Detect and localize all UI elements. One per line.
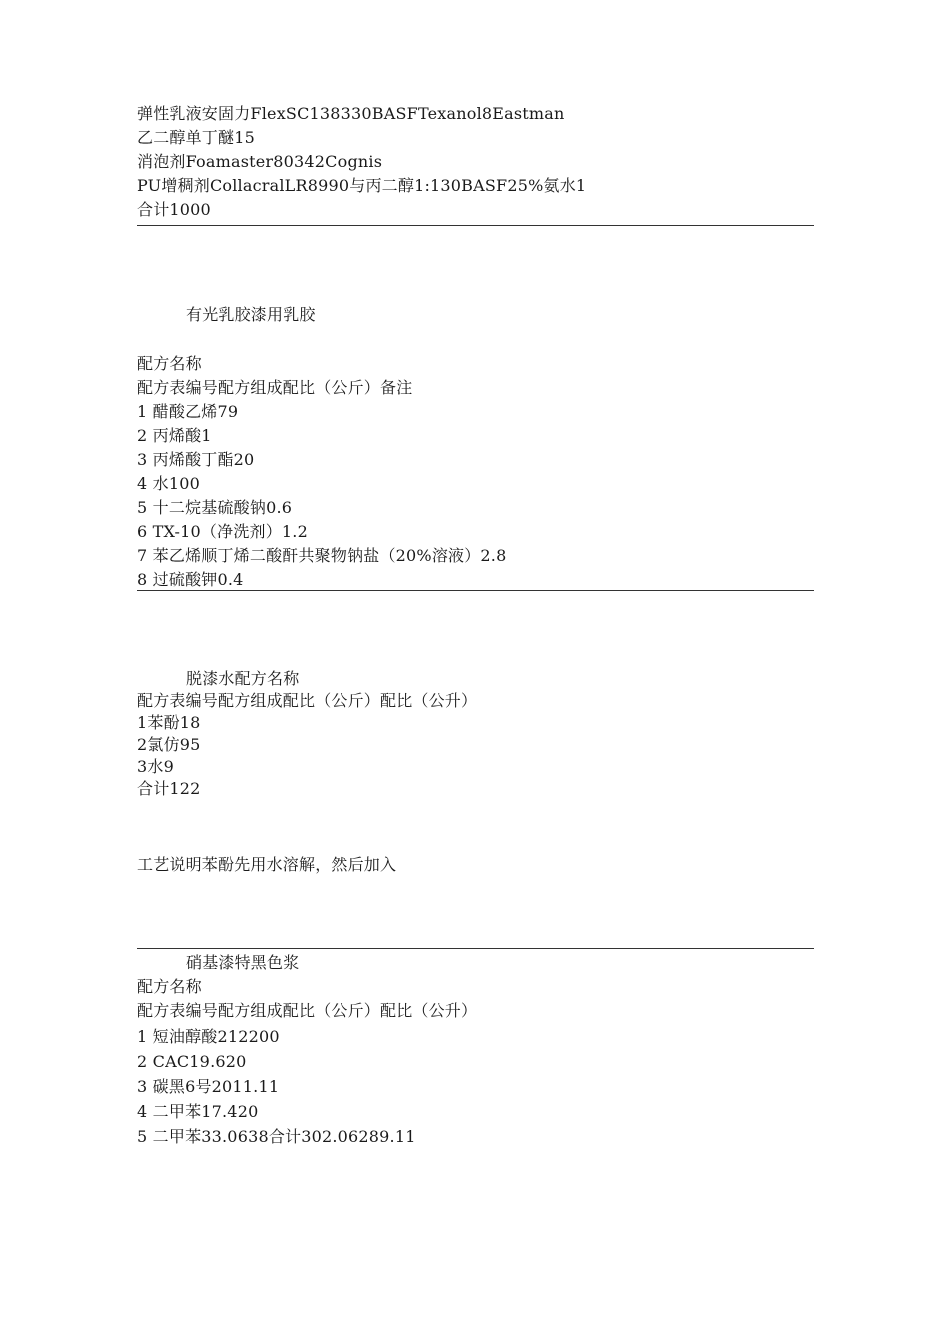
list-item: 2 CAC19.620 (137, 1052, 247, 1071)
process-note-block (137, 853, 814, 877)
table-header: 配方表编号配方组成配比（公斤）配比（公升） (137, 691, 478, 710)
list-item: 5 二甲苯33.0638合计302.06289.11 (137, 1127, 416, 1146)
list-item: 1 醋酸乙烯79 (137, 402, 239, 421)
table-header: 配方表编号配方组成配比（公斤）备注 (137, 378, 413, 397)
list-item: 3水9 (137, 757, 174, 776)
horizontal-rule (137, 225, 814, 226)
text-line: 乙二醇单丁醚15 (137, 128, 255, 147)
list-item: 3 碳黑6号2011.11 (137, 1077, 280, 1096)
list-item: 4 二甲苯17.420 (137, 1102, 259, 1121)
horizontal-rule (137, 948, 814, 949)
text-line: 合计1000 (137, 200, 211, 219)
section-1 (137, 102, 814, 222)
table-header: 配方表编号配方组成配比（公斤）配比（公升） (137, 1001, 478, 1020)
section-4 (137, 951, 814, 1023)
list-item: 3 丙烯酸丁酯20 (137, 450, 255, 469)
section-title: 脱漆水配方名称 (186, 669, 300, 688)
text-line: 消泡剂Foamaster80342Cognis (137, 152, 383, 171)
list-item: 1 短油醇酸212200 (137, 1027, 280, 1046)
list-item: 6 TX-10（净洗剂）1.2 (137, 522, 308, 541)
section-2 (137, 303, 814, 327)
text-line: PU增稠剂CollacralLR8990与丙二醇1:130BASF25%氨水1 (137, 176, 587, 195)
process-note: 工艺说明苯酚先用水溶解，然后加入 (137, 855, 397, 874)
horizontal-rule (137, 590, 814, 591)
section-3 (137, 668, 814, 800)
list-item: 2氯仿95 (137, 735, 201, 754)
section-title: 硝基漆特黑色浆 (186, 953, 300, 972)
section-title: 有光乳胶漆用乳胶 (186, 305, 316, 324)
list-item: 2 丙烯酸1 (137, 426, 212, 445)
formula-name-label: 配方名称 (137, 354, 202, 373)
list-item: 4 水100 (137, 474, 201, 493)
text-line: 弹性乳液安固力FlexSC138330BASFTexanol8Eastman (137, 104, 565, 123)
list-item: 5 十二烷基硫酸钠0.6 (137, 498, 293, 517)
list-item: 1苯酚18 (137, 713, 201, 732)
list-item: 合计122 (137, 779, 201, 798)
section-2-body (137, 352, 814, 592)
section-4-items (137, 1024, 814, 1149)
formula-name-label: 配方名称 (137, 977, 202, 996)
list-item: 7 苯乙烯顺丁烯二酸酐共聚物钠盐（20%溶液）2.8 (137, 546, 507, 565)
list-item: 8 过硫酸钾0.4 (137, 570, 244, 589)
